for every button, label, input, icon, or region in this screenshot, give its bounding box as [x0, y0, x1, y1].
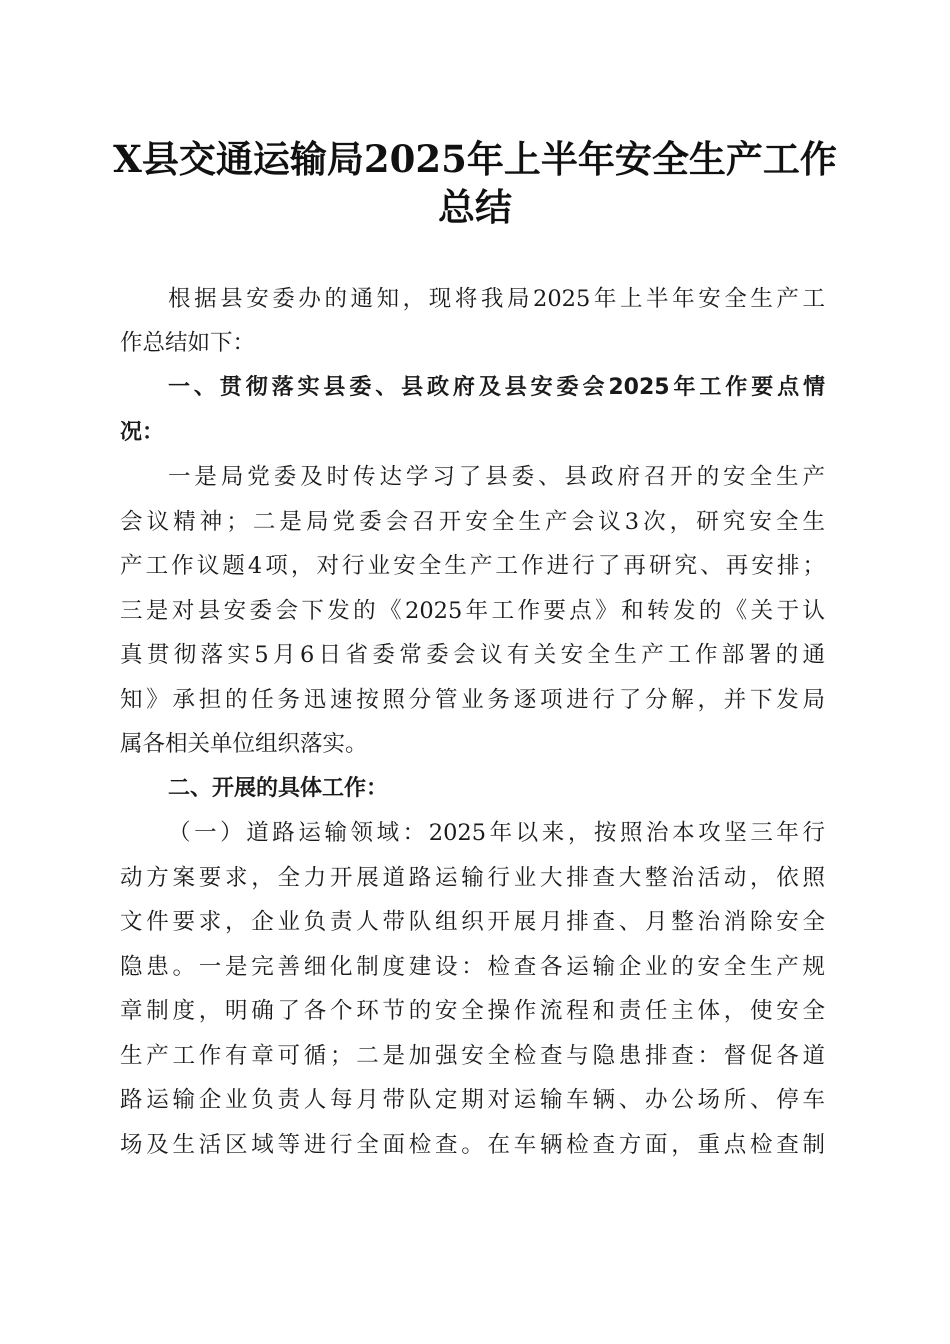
paragraph-line: 一是局党委及时传达学习了县委、县政府召开的安全生产	[168, 464, 825, 490]
paragraph-line: 章制度，明确了各个环节的安全操作流程和责任主体，使安全	[120, 998, 825, 1024]
section-heading-2: 二、开展的具体工作：	[168, 776, 389, 801]
paragraph-line: 真贯彻落实5月6日省委常委会议有关安全生产工作部署的通	[120, 642, 825, 668]
section-heading-1-continuation: 况：	[120, 420, 165, 445]
paragraph-line: 隐患。一是完善细化制度建设：检查各运输企业的安全生产规	[120, 954, 825, 980]
paragraph-line: 动方案要求，全力开展道路运输行业大排查大整治活动，依照	[120, 865, 825, 891]
paragraph-line: 三是对县安委会下发的《2025年工作要点》和转发的《关于认	[120, 598, 825, 624]
paragraph-line: 生产工作有章可循；二是加强安全检查与隐患排查：督促各道	[120, 1043, 825, 1069]
document-title-continuation: 总结	[438, 185, 512, 229]
paragraph-line: 属各相关单位组织落实。	[120, 731, 368, 757]
intro-line: 根据县安委办的通知，现将我局2025年上半年安全生产工	[168, 286, 825, 312]
paragraph-line: 场及生活区域等进行全面检查。在车辆检查方面，重点检查制	[120, 1132, 825, 1158]
paragraph-line: 会议精神；二是局党委会召开安全生产会议3次，研究安全生	[120, 509, 825, 535]
paragraph-line: 文件要求，企业负责人带队组织开展月排查、月整治消除安全	[120, 909, 825, 935]
section-heading-1: 一、贯彻落实县委、县政府及县安委会2025年工作要点情	[168, 375, 825, 400]
paragraph-line: 知》承担的任务迅速按照分管业务逐项进行了分解，并下发局	[120, 687, 825, 713]
paragraph-line: 产工作议题4项，对行业安全生产工作进行了再研究、再安排；	[120, 553, 825, 579]
intro-line: 作总结如下：	[120, 330, 256, 356]
paragraph-line: （一）道路运输领域：2025年以来，按照治本攻坚三年行	[168, 820, 825, 846]
document-title: X县交通运输局2025年上半年安全生产工作	[113, 137, 837, 181]
paragraph-line: 路运输企业负责人每月带队定期对运输车辆、办公场所、停车	[120, 1087, 825, 1113]
